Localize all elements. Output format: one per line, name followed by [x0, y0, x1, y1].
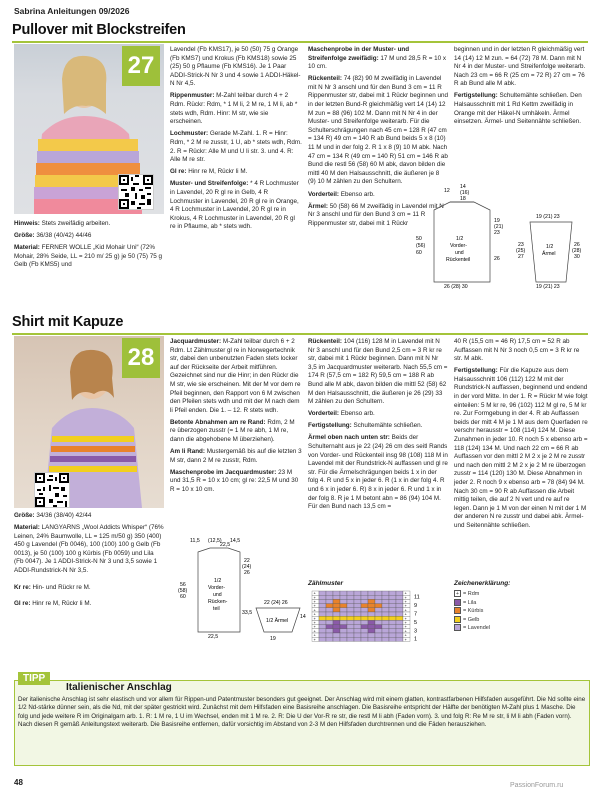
dim-label: 12 [444, 188, 450, 194]
chart-cell [361, 608, 368, 612]
chart-cell [340, 595, 347, 599]
chart-cell [396, 629, 403, 633]
chart-cell [375, 629, 382, 633]
dim-label: (25) [516, 248, 526, 254]
chart-cell [347, 629, 354, 633]
dim-label: (21) [494, 224, 504, 230]
pullover-column-3: Maschenprobe in der Muster- und Streifenfolge zweifädig: 17 M und 28,5 R = 10 x 10 cm. Rückenteil: 74 (82) 90 M zweifädig in Lavendel mit N Nr 3 anschl und für den Bund 3 cm = 11 R Rippenmuster str, dabei mit 1 Rückr beginnen und in der letzten Bund-R gleichmäßig vert 14 (14) 12 M zun = 88 (96) 102 M. Dann mit N Nr 4 in der Muster- und Streifenfolge weiterarb. Für die Schulterschrägungen nach 45 cm = 128 R (47 cm = 134 R) 49 cm = 140 R ab Bund beids 5 x 8 (10) 11 M und in der folg 2. R 1 x 8 (9) 10 M abk. Nach 47 cm = 134 R (49 cm = 140 R) 51 cm = 146 R ab Bund die restl 56 (58) 60 M abk, davon bilden die mittl 40 M den Halsausschnitt, die äußeren je 8 (9) 10 M zählen zu den Schultern. Vorderteil: Ebenso arb. Ärmel: 50 (58) 66 M zweifädig in Lavendel mit N Nr 3 anschl und für den Bund 3 cm = 11 R Rippenmuster str, dabei mit 1 Rückr [308, 46, 449, 227]
dim-label: (16) [460, 190, 470, 196]
chart-cell [333, 604, 340, 608]
chart-cell [382, 616, 389, 620]
dim-label: 50 [416, 236, 422, 242]
chart-cell [368, 633, 375, 637]
pullover-schematic [412, 180, 588, 290]
piece-label: 1/2 [214, 578, 222, 584]
chart-cell [396, 608, 403, 612]
chart-cell [375, 637, 382, 641]
row-number-label: 3 [414, 628, 418, 635]
piece-label: 1/2 Ärmel [266, 618, 289, 624]
selvedge-mark: + [313, 611, 316, 617]
chart-cell [382, 608, 389, 612]
key-item [454, 599, 554, 608]
key-swatch [454, 616, 461, 623]
selvedge-mark: + [404, 624, 407, 630]
chart-cell [326, 629, 333, 633]
chart-cell [396, 620, 403, 624]
chart-cell [382, 625, 389, 629]
shirt-column-2: Jacquardmuster: M-Zahl teilbar durch 6 + 2 Rdm. Lt Zählmuster gl re in Norwegertechnik str, dabei den unbenutzten Faden stets locker auf der Rückseite der Arbeit mitführen. Gezeichnet sind nur die Hinr; in den Rückr die M str, wie sie erscheinen. Mit der M vor dem re Pfeil beginnen, den Rapport von 6 M zwischen den Pfeilen stets wdh und mit der M nach dem li Pfeil enden. Die 1. – 12. R stets wdh. Betonte Abnahmen am re Rand: Rdm, 2 M re überzogen zusstr (= 1 M re abh, 1 M re, dann die abgehobene M überziehen). Am li Rand: Mustergemäß bis auf die letzten 3 M str, dann 2 M re zusstr, Rdm. Maschenprobe im Jacquardmuster: 23 M und 31,5 R = 10 x 10 cm; gl re: 22,5 M und 30 R = 10 x 10 cm. [170, 338, 302, 493]
chart-cell [354, 633, 361, 637]
chart-title: Zählmuster [308, 580, 344, 587]
chart-cell [333, 616, 340, 620]
row-number-label: 5 [414, 619, 418, 626]
chart-cell [368, 604, 375, 608]
chart-cell [375, 616, 382, 620]
pattern-number-badge: 28 [122, 338, 160, 378]
piece-label: Vorder- [450, 243, 468, 249]
selvedge-mark: + [313, 636, 316, 642]
chart-cell [375, 599, 382, 603]
chart-cell [389, 616, 396, 620]
dim-label: 33,5 [242, 610, 253, 616]
qr-pattern [119, 175, 153, 209]
chart-cell [375, 620, 382, 624]
chart-cell [354, 595, 361, 599]
chart-cell [340, 629, 347, 633]
chart-cell [354, 629, 361, 633]
tipp-title: Italienischer Anschlag [66, 682, 172, 693]
chart-cell [340, 633, 347, 637]
dim-label: 56 [180, 582, 186, 588]
dim-label: 26 [244, 570, 250, 576]
qr-pattern [35, 473, 69, 507]
piece-label: 1/2 [456, 236, 464, 242]
chart-cell [396, 595, 403, 599]
chart-cell [326, 608, 333, 612]
chart-cell [354, 599, 361, 603]
dim-label: (12,5) [208, 538, 222, 544]
chart-cell [354, 620, 361, 624]
row-number-label: 1 [414, 636, 418, 643]
chart-cell [361, 616, 368, 620]
dim-label: 18 [460, 196, 466, 202]
selvedge-mark: + [404, 611, 407, 617]
chart-cell [382, 629, 389, 633]
chart-cell [389, 604, 396, 608]
key-item [454, 607, 554, 616]
dim-label: 22,5 [208, 634, 219, 640]
chart-cell [361, 591, 368, 595]
chart-cell [368, 595, 375, 599]
chart-cell [361, 633, 368, 637]
chart-cell [326, 612, 333, 616]
piece-label: und [213, 592, 222, 598]
dim-label: 19 (21) 23 [536, 214, 560, 220]
selvedge-mark: + [313, 624, 316, 630]
key-label: = Rdm [463, 591, 480, 597]
color-key [454, 590, 554, 633]
tipp-label: TIPP [18, 672, 50, 685]
shirt-column-1: Größe: 34/36 (38/40) 42/44 Material: LANGYARNS „Wool Addicts Whisper“ (76% Leinen, 24% Baumwolle, LL = 125 m/50 g) 350 (400) 450 g Lavendel (Fb 0046), 100 (100) 100 g Gelb (Fb 0013), je 50 (100) 100 g Kürbis (Fb 0059) und Lila (Fb 0047). Je 1 ADDI-Strick-N Nr 3 und 3,5 sowie 1 ADDI-Rundstrick-N Nr 3,5. Kr re: Hin- und Rückr re M. Gl re: Hinr re M, Rückr li M. [14, 512, 164, 608]
chart-cell [368, 629, 375, 633]
chart-cell [389, 608, 396, 612]
selvedge-mark: + [404, 599, 407, 604]
dim-label: 22 [244, 558, 250, 564]
key-item [454, 616, 554, 625]
chart-cell [326, 637, 333, 641]
chart-cell [333, 629, 340, 633]
chart-cell [396, 616, 403, 620]
dim-label: 19 [494, 218, 500, 224]
row-number-label: 9 [414, 603, 418, 610]
selvedge-mark: + [404, 607, 407, 613]
chart-cell [319, 604, 326, 608]
piece-label: Rücken- [208, 599, 228, 605]
chart-cell [382, 633, 389, 637]
section-divider [12, 333, 588, 335]
dim-label: (24) [242, 564, 252, 570]
key-label: = Gelb [463, 616, 480, 623]
chart-cell [375, 612, 382, 616]
chart-cell [375, 595, 382, 599]
chart-cell [389, 625, 396, 629]
chart-cell [396, 637, 403, 641]
dim-label: 60 [416, 250, 422, 256]
chart-cell [396, 604, 403, 608]
key-item [454, 590, 554, 599]
chart-cell [361, 595, 368, 599]
dim-label: 22 (24) 26 [264, 600, 288, 606]
chart-cell [319, 620, 326, 624]
chart-cell [361, 620, 368, 624]
magazine-header: Sabrina Anleitungen 09/2026 [14, 6, 130, 16]
key-label: = Lila [463, 599, 477, 606]
chart-cell [389, 595, 396, 599]
chart-cell [340, 608, 347, 612]
chart-cell [354, 591, 361, 595]
chart-cell [396, 625, 403, 629]
chart-cell [361, 625, 368, 629]
row-number-label: 11 [414, 594, 420, 601]
chart-cell [340, 625, 347, 629]
selvedge-mark: + [313, 632, 316, 638]
chart-cell [347, 591, 354, 595]
chart-cell [361, 629, 368, 633]
chart-cell [375, 604, 382, 608]
key-title: Zeichenerklärung: [454, 580, 511, 587]
selvedge-mark: + [313, 615, 316, 621]
dim-label: 30 [574, 254, 580, 260]
pullover-column-2: Lavendel (Fb KMS17), je 50 (50) 75 g Orange (Fb KMS7) und Krokus (Fb KMS18) sowie 25 (25) 50 g Pflaume (Fb KMS16). Je 1 Paar ADDI-Strick-N Nr 3 und 4 sowie 1 ADDI-Häkel-N Nr 4,5. Rippenmuster: M-Zahl teilbar durch 4 + 2 Rdm. Rückr: Rdm, * 1 M li, 2 M re, 1 M li, ab * stets wdh, Rdm. Hinr: M str, wie sie erscheinen. Lochmuster: Gerade M-Zahl. 1. R = Hinr: Rdm, * 2 M re zusstr, 1 U, ab * stets wdh, Rdm. 2. R = Rückr: Alle M und U li str. 3. und 4. R: Alle M re str. Gl re: Hinr re M, Rückr li M. Muster- und Streifenfolge: * 4 R Lochmuster in Lavendel, 20 R gl re in Gelb, 4 R Lochmuster in Lavendel, 20 R gl re in Orange, 4 R Lochmuster in Lavendel, 20 R gl re in Krokus, 4 R Lochmuster in Lavendel, 20 R gl re in Pflaume, ab * stets wdh. [170, 46, 302, 231]
chart-cell [361, 604, 368, 608]
watermark: PassionForum.ru [510, 782, 564, 789]
section-divider [12, 41, 588, 43]
selvedge-mark: + [404, 603, 407, 609]
chart-cell [319, 629, 326, 633]
chart-cell [382, 595, 389, 599]
dim-label: (56) [416, 243, 426, 249]
chart-cell [396, 599, 403, 603]
dim-label: 60 [180, 594, 186, 600]
chart-cell [354, 637, 361, 641]
qr-code-icon[interactable] [34, 472, 70, 508]
dim-label: (28) [572, 248, 582, 254]
chart-cell [326, 625, 333, 629]
dim-label: (58) [178, 588, 188, 594]
key-swatch [454, 599, 461, 606]
chart-cell [368, 620, 375, 624]
chart-cell [347, 595, 354, 599]
chart-cell [340, 612, 347, 616]
qr-code-icon[interactable] [118, 174, 154, 210]
page-number: 48 [14, 778, 23, 787]
chart-cell [389, 612, 396, 616]
chart-cell [333, 633, 340, 637]
chart-cell [375, 608, 382, 612]
pullover-title: Pullover mit Blockstreifen [12, 22, 186, 38]
chart-cell [396, 612, 403, 616]
chart-cell [368, 599, 375, 603]
piece-label: Rückenteil [446, 257, 471, 263]
chart-cell [319, 633, 326, 637]
dim-label: 23 [518, 242, 524, 248]
chart-cell [319, 637, 326, 641]
chart-cell [347, 612, 354, 616]
chart-cell [368, 591, 375, 595]
chart-cell [326, 591, 333, 595]
chart-cell [347, 637, 354, 641]
selvedge-mark: + [313, 628, 316, 634]
chart-cell [389, 599, 396, 603]
chart-cell [347, 616, 354, 620]
chart-cell [319, 599, 326, 603]
chart-cell [326, 595, 333, 599]
selvedge-mark: + [313, 590, 316, 596]
chart-cell [340, 604, 347, 608]
dim-label: 23 [494, 230, 500, 236]
dim-label: 19 [270, 636, 276, 642]
chart-cell [389, 637, 396, 641]
chart-cell [326, 633, 333, 637]
selvedge-mark: + [404, 615, 407, 621]
dim-label: 19 (21) 23 [536, 284, 560, 290]
selvedge-mark: + [404, 636, 407, 642]
chart-cell [333, 591, 340, 595]
piece-label: Ärmel [542, 251, 556, 257]
chart-cell [354, 604, 361, 608]
piece-label: 1/2 [546, 244, 554, 250]
chart-cell [326, 616, 333, 620]
chart-cell [354, 616, 361, 620]
chart-cell [382, 591, 389, 595]
row-number-label: 7 [414, 611, 418, 618]
chart-cell [389, 633, 396, 637]
chart-cell [319, 608, 326, 612]
chart-cell [347, 620, 354, 624]
pullover-column-1: Hinweis: Stets zweifädig arbeiten. Größe: 36/38 (40/42) 44/46 Material: FERNER WOLLE „Kid Mohair Uni“ (72% Mohair, 28% Seide, LL = 210 m/ 25 g) je 50 (75) 75 g Gelb (Fb KMS5) und [14, 220, 163, 269]
shirt-column-4: 40 R (15,5 cm = 46 R) 17,5 cm = 52 R ab Auffassen mit N Nr 3 noch 0,5 cm = 3 R kr re str. M abk. Fertigstellung: Für die Kapuze aus dem Halsausschnitt 106 (112) 122 M mit der Rundstrick-N auffassen, beginnend und endend in der vord Mitte. In der 1. R = Rückr M wie folgt einteilen: 5 M kr re, 96 (102) 112 M gl re, 5 M kr re. Zur Formgebung in der 4. R ab Auffassen beids der mitt 4 M je 1 M aus dem Querfaden re verschr herausstr = 108 (114) 124 M. Diese Zunahmen in jeder 10. R noch 5 x ebenso arb = 118 (124) 134 M. Und nach 22 cm = 66 R ab Auffassen vor den mittl 2 M 2 x je 2 M re zusstr und nach den mittl 2 M 2 x je 2 M re überzogen zusstr = 114 (120) 130 M. Diese Abnahmen in jeder 2. R noch 9 x ebenso arb = 78 (84) 94 M. Nach 30 cm = 90 R ab Auffassen die Arbeit mittig teilen, die auf 2 N vert und re auf re legen. Dann je 1 M von der einen N mit der 1 M der anderen N re zusstr und dabei abk. Ärmel- und Seitennähte schließen. [454, 338, 588, 529]
dim-label: 22,5 [220, 542, 231, 548]
chart-cell [340, 620, 347, 624]
selvedge-mark: + [404, 632, 407, 638]
chart-cell [382, 599, 389, 603]
chart-cell [333, 595, 340, 599]
chart-cell [319, 625, 326, 629]
chart-cell [326, 604, 333, 608]
selvedge-mark: + [404, 594, 407, 600]
chart-cell [347, 633, 354, 637]
shirt-column-3: Rückenteil: 104 (116) 128 M in Lavendel mit N Nr 3 anschl und für den Bund 2,5 cm = 3 R kr re str, dabei mit 1 Rückr beginnen. Dann mit N Nr 3,5 im Jacquardmuster weiterarb. Nach 55,5 cm = 174 R (57,5 cm = 182 R) 59,5 cm = 188 R ab Bund alle M abk, davon bilden die mittl 52 (58) 62 M den Halsausschnitt, die äußeren je 26 (29) 33 M zählen zu den Schultern. Vorderteil: Ebenso arb. Fertigstellung: Schultemähte schließen. Ärmel oben nach unten str: Beids der Schulternaht aus je 22 (24) 26 cm des seitl Rands von Vorder- und Rückenteil insg 98 (108) 118 M in Lavendel mit der Rundstrick-N auffassen und gl re str. Für die Ärmelschrägungen beids 1 x in der folg 4. R und 5 x in jeder 6. R (1 x in der folg 4. R und 6 x in jeder 6. R) 8 x in jeder 6. R und 1 x in der folg 8. R je 1 M betont abn = 86 (94) 104 M. Für den Bund nach 13,5 cm = [308, 338, 448, 511]
selvedge-mark: + [313, 603, 316, 609]
selvedge-mark: + [313, 607, 316, 613]
selvedge-mark: + [404, 620, 407, 625]
key-label: = Lavendel [463, 625, 491, 631]
chart-cell [361, 612, 368, 616]
chart-cell [340, 599, 347, 603]
chart-cell [389, 620, 396, 624]
chart-cell [333, 599, 340, 603]
chart-cell [382, 637, 389, 641]
chart-cell [333, 637, 340, 641]
selvedge-mark: + [404, 590, 407, 596]
tipp-text: Der italienische Anschlag ist sehr elastisch und vor allem für Rippen-und Patentmuster besonders gut geeignet. Der Anschlag wird mit einem glatten, kontrastfarbenen Hilfsfaden ausgeführt. Die Nd sollte eine 1/2 Nd-stärke dünner sein, als die Nd, mit der später gestrickt wird. Zunächst mit dem Hilfsfaden eine Basisreihe anschlagen. Die Basisreihe entspricht der Hälfte der benötigten M-Zahl plus 1 Masche. Die folg und jede weitere R im Originalgarn arb. 1. R: 1 M re, 1 U im Wechsel, enden mit 1 M re. 2. R: Die U der Vor-R re str, die restl M li abh (Faden vorn). 3. und folg R: Re M re str, li M li abh (Faden vorn). Nach diesen R gemäß Anleitungstext weiterarb. Die Basisreihe entfernen, dafür vorsichtig im Abstand von 2-3 M den Hilfsfaden durchtrennen und die Fäden herausziehen. [18, 696, 586, 729]
chart-cell [396, 591, 403, 595]
key-label: = Kürbis [463, 608, 484, 614]
key-swatch: + [454, 590, 461, 597]
chart-cell [347, 599, 354, 603]
pattern-number-badge: 27 [122, 46, 160, 86]
chart-cell [368, 616, 375, 620]
piece-label: und [455, 250, 464, 256]
dim-label: 14 [460, 184, 466, 190]
chart-cell [347, 608, 354, 612]
key-item [454, 624, 554, 633]
chart-cell [319, 612, 326, 616]
chart-cell [326, 620, 333, 624]
chart-cell [368, 612, 375, 616]
jacquard-chart [308, 589, 448, 649]
chart-cell [326, 599, 333, 603]
chart-cell [382, 620, 389, 624]
dim-label: 26 [494, 256, 500, 262]
chart-cell [368, 625, 375, 629]
chart-cell [333, 620, 340, 624]
dim-label: 14 [300, 614, 306, 620]
chart-cell [382, 604, 389, 608]
chart-cell [354, 625, 361, 629]
shirt-title: Shirt mit Kapuze [12, 314, 124, 330]
selvedge-mark: + [313, 599, 316, 604]
key-swatch [454, 624, 461, 631]
chart-cell [368, 608, 375, 612]
dim-label: 14,5 [230, 538, 241, 544]
chart-cell [347, 625, 354, 629]
chart-cell [347, 604, 354, 608]
chart-cell [340, 591, 347, 595]
pullover-column-4: beginnen und in der letzten R gleichmäßig vert 14 (14) 12 M zun. = 64 (72) 78 M. Dann mit N Nr 4 in der Muster- und Streifenfolge weiterarb. Nach 23 cm = 66 R (25 cm = 72 R) 27 cm = 76 R ab Bund alle M abk. Fertigstellung: Schultemähte schließen. Den Halsausschnitt mit 1 Rd Kettm zweifädig in Orange mit der Häkel-N umhäkeln. Ärmel einsetzen. Ärmel- und Seitennähte schließen. [454, 46, 586, 126]
chart-cell [333, 608, 340, 612]
chart-cell [319, 591, 326, 595]
chart-cell [340, 637, 347, 641]
piece-label: Vorder- [208, 585, 226, 591]
chart-cell [389, 629, 396, 633]
chart-cell [368, 637, 375, 641]
selvedge-mark: + [404, 628, 407, 634]
chart-cell [361, 637, 368, 641]
dim-label: 26 [574, 242, 580, 248]
chart-cell [375, 625, 382, 629]
piece-label: teil [213, 606, 220, 612]
chart-cell [340, 616, 347, 620]
shirt-schematic [170, 536, 310, 642]
chart-cell [333, 612, 340, 616]
chart-cell [354, 608, 361, 612]
chart-cell [333, 625, 340, 629]
chart-cell [382, 612, 389, 616]
chart-cell [361, 599, 368, 603]
dim-label: 11,5 [190, 538, 200, 544]
dim-label: 27 [518, 254, 524, 260]
selvedge-mark: + [313, 620, 316, 625]
chart-cell [319, 616, 326, 620]
chart-cell [396, 633, 403, 637]
chart-cell [354, 612, 361, 616]
chart-cell [389, 591, 396, 595]
dim-label: 26 (28) 30 [444, 284, 468, 290]
chart-cell [375, 591, 382, 595]
chart-cell [375, 633, 382, 637]
chart-cell [319, 595, 326, 599]
selvedge-mark: + [313, 594, 316, 600]
key-swatch [454, 607, 461, 614]
